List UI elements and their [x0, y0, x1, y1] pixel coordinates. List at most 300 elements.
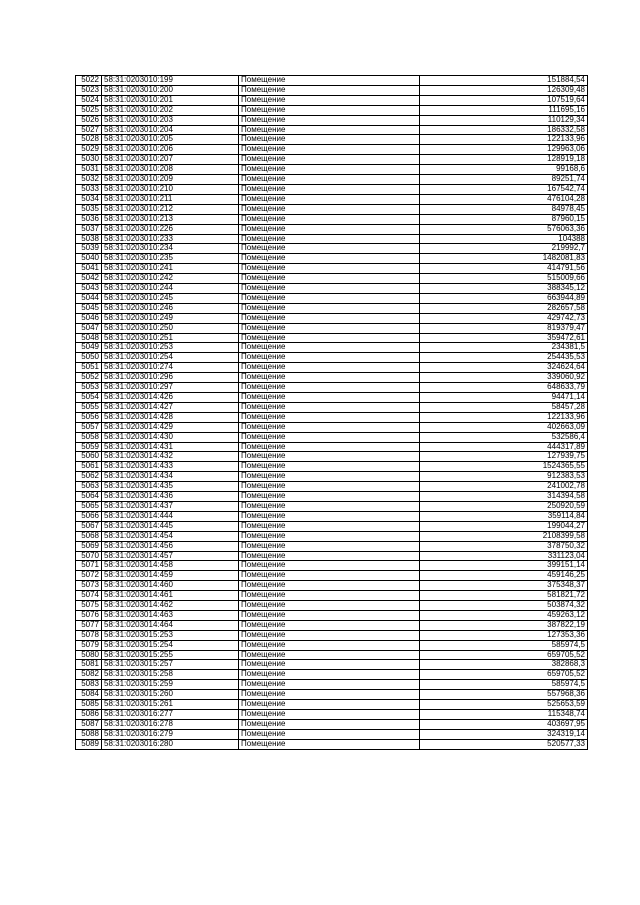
cadastral-number-cell: 58:31:0203014:463	[102, 610, 239, 620]
cadastral-number-cell: 58:31:0203015:254	[102, 640, 239, 650]
cadastral-value-cell: 557968,36	[420, 690, 588, 700]
table-row	[76, 551, 588, 561]
cadastral-number-cell: 58:31:0203010:242	[102, 274, 239, 284]
row-number-cell: 5045	[76, 303, 102, 313]
cadastral-value-cell: 402663,09	[420, 422, 588, 432]
cadastral-number-cell: 58:31:0203010:212	[102, 204, 239, 214]
row-number-cell: 5030	[76, 155, 102, 165]
row-number-cell: 5054	[76, 393, 102, 403]
cadastral-value-cell: 382868,3	[420, 660, 588, 670]
row-number-cell: 5055	[76, 402, 102, 412]
table-row	[76, 204, 588, 214]
object-type-cell: Помещение	[239, 383, 420, 393]
cadastral-number-cell: 58:31:0203010:205	[102, 135, 239, 145]
object-type-cell: Помещение	[239, 660, 420, 670]
cadastral-value-cell: 659705,52	[420, 650, 588, 660]
cadastral-number-cell: 58:31:0203010:211	[102, 194, 239, 204]
row-number-cell: 5048	[76, 333, 102, 343]
cadastral-number-cell: 58:31:0203014:437	[102, 501, 239, 511]
object-type-cell: Помещение	[239, 293, 420, 303]
object-type-cell: Помещение	[239, 115, 420, 125]
row-number-cell: 5067	[76, 521, 102, 531]
cadastral-number-cell: 58:31:0203014:428	[102, 412, 239, 422]
object-type-cell: Помещение	[239, 76, 420, 86]
cadastral-value-cell: 359114,84	[420, 511, 588, 521]
table-row	[76, 105, 588, 115]
cadastral-number-cell: 58:31:0203014:456	[102, 541, 239, 551]
table-row	[76, 135, 588, 145]
row-number-cell: 5073	[76, 581, 102, 591]
table-row	[76, 254, 588, 264]
row-number-cell: 5069	[76, 541, 102, 551]
object-type-cell: Помещение	[239, 264, 420, 274]
object-type-cell: Помещение	[239, 175, 420, 185]
cadastral-value-cell: 87960,15	[420, 214, 588, 224]
cadastral-value-cell: 122133,96	[420, 135, 588, 145]
cadastral-value-cell: 314394,58	[420, 492, 588, 502]
table-row	[76, 422, 588, 432]
cadastral-number-cell: 58:31:0203014:460	[102, 581, 239, 591]
object-type-cell: Помещение	[239, 521, 420, 531]
cadastral-value-cell: 339060,92	[420, 373, 588, 383]
object-type-cell: Помещение	[239, 561, 420, 571]
table-row	[76, 432, 588, 442]
row-number-cell: 5050	[76, 353, 102, 363]
cadastral-number-cell: 58:31:0203010:199	[102, 76, 239, 86]
object-type-cell: Помещение	[239, 145, 420, 155]
cadastral-value-cell: 127939,75	[420, 452, 588, 462]
table-row	[76, 472, 588, 482]
table-row	[76, 511, 588, 521]
cadastral-value-cell: 1524365,55	[420, 462, 588, 472]
cadastral-value-cell: 532586,4	[420, 432, 588, 442]
object-type-cell: Помещение	[239, 125, 420, 135]
table-row	[76, 670, 588, 680]
table-row	[76, 581, 588, 591]
cadastral-number-cell: 58:31:0203010:250	[102, 323, 239, 333]
cadastral-number-cell: 58:31:0203014:431	[102, 442, 239, 452]
row-number-cell: 5076	[76, 610, 102, 620]
cadastral-number-cell: 58:31:0203014:434	[102, 472, 239, 482]
object-type-cell: Помещение	[239, 511, 420, 521]
cadastral-number-cell: 58:31:0203014:433	[102, 462, 239, 472]
row-number-cell: 5042	[76, 274, 102, 284]
cadastral-value-cell: 151884,54	[420, 76, 588, 86]
cadastral-number-cell: 58:31:0203010:244	[102, 284, 239, 294]
cadastral-value-cell: 459263,12	[420, 610, 588, 620]
row-number-cell: 5053	[76, 383, 102, 393]
cadastral-value-cell: 199044,27	[420, 521, 588, 531]
object-type-cell: Помещение	[239, 432, 420, 442]
object-type-cell: Помещение	[239, 135, 420, 145]
cadastral-number-cell: 58:31:0203010:246	[102, 303, 239, 313]
table-row	[76, 175, 588, 185]
cadastral-value-cell: 186332,58	[420, 125, 588, 135]
cadastral-number-cell: 58:31:0203014:459	[102, 571, 239, 581]
table-row	[76, 85, 588, 95]
row-number-cell: 5070	[76, 551, 102, 561]
row-number-cell: 5072	[76, 571, 102, 581]
cadastral-number-cell: 58:31:0203014:430	[102, 432, 239, 442]
cadastral-value-cell: 819379,47	[420, 323, 588, 333]
table-row	[76, 264, 588, 274]
object-type-cell: Помещение	[239, 501, 420, 511]
table-body	[76, 76, 588, 750]
row-number-cell: 5061	[76, 462, 102, 472]
object-type-cell: Помещение	[239, 95, 420, 105]
row-number-cell: 5037	[76, 224, 102, 234]
cadastral-number-cell: 58:31:0203010:204	[102, 125, 239, 135]
cadastral-number-cell: 58:31:0203010:251	[102, 333, 239, 343]
cadastral-value-cell: 648633,79	[420, 383, 588, 393]
row-number-cell: 5066	[76, 511, 102, 521]
table-row	[76, 194, 588, 204]
table-row	[76, 739, 588, 749]
cadastral-number-cell: 58:31:0203014:429	[102, 422, 239, 432]
cadastral-number-cell: 58:31:0203015:259	[102, 680, 239, 690]
table-row	[76, 155, 588, 165]
cadastral-number-cell: 58:31:0203010:209	[102, 175, 239, 185]
cadastral-value-cell: 659705,52	[420, 670, 588, 680]
object-type-cell: Помещение	[239, 224, 420, 234]
row-number-cell: 5059	[76, 442, 102, 452]
table-row	[76, 501, 588, 511]
cadastral-value-cell: 1482081,83	[420, 254, 588, 264]
cadastral-number-cell: 58:31:0203016:277	[102, 710, 239, 720]
row-number-cell: 5040	[76, 254, 102, 264]
object-type-cell: Помещение	[239, 620, 420, 630]
object-type-cell: Помещение	[239, 739, 420, 749]
table-row	[76, 601, 588, 611]
object-type-cell: Помещение	[239, 581, 420, 591]
cadastral-value-cell: 99168,6	[420, 165, 588, 175]
table-row	[76, 620, 588, 630]
row-number-cell: 5079	[76, 640, 102, 650]
cadastral-value-cell: 241002,78	[420, 482, 588, 492]
cadastral-number-cell: 58:31:0203010:202	[102, 105, 239, 115]
cadastral-value-cell: 107519,64	[420, 95, 588, 105]
cadastral-value-cell: 476104,28	[420, 194, 588, 204]
object-type-cell: Помещение	[239, 719, 420, 729]
object-type-cell: Помещение	[239, 531, 420, 541]
row-number-cell: 5075	[76, 601, 102, 611]
cadastral-value-cell: 129963,06	[420, 145, 588, 155]
row-number-cell: 5025	[76, 105, 102, 115]
cadastral-value-cell: 576063,36	[420, 224, 588, 234]
cadastral-value-cell: 459146,25	[420, 571, 588, 581]
table-row	[76, 76, 588, 86]
table-row	[76, 541, 588, 551]
object-type-cell: Помещение	[239, 670, 420, 680]
cadastral-value-cell: 324624,64	[420, 363, 588, 373]
cadastral-number-cell: 58:31:0203010:274	[102, 363, 239, 373]
table-row	[76, 531, 588, 541]
table-row	[76, 492, 588, 502]
cadastral-value-cell: 94471,14	[420, 393, 588, 403]
cadastral-number-cell: 58:31:0203010:203	[102, 115, 239, 125]
table-row	[76, 284, 588, 294]
row-number-cell: 5080	[76, 650, 102, 660]
object-type-cell: Помещение	[239, 274, 420, 284]
table-row	[76, 165, 588, 175]
row-number-cell: 5029	[76, 145, 102, 155]
row-number-cell: 5038	[76, 234, 102, 244]
row-number-cell: 5033	[76, 184, 102, 194]
table-row	[76, 729, 588, 739]
row-number-cell: 5036	[76, 214, 102, 224]
object-type-cell: Помещение	[239, 234, 420, 244]
object-type-cell: Помещение	[239, 680, 420, 690]
row-number-cell: 5068	[76, 531, 102, 541]
row-number-cell: 5086	[76, 710, 102, 720]
cadastral-value-cell: 585974,5	[420, 680, 588, 690]
cadastral-number-cell: 58:31:0203010:210	[102, 184, 239, 194]
cadastral-number-cell: 58:31:0203015:258	[102, 670, 239, 680]
object-type-cell: Помещение	[239, 284, 420, 294]
object-type-cell: Помещение	[239, 254, 420, 264]
cadastral-number-cell: 58:31:0203014:457	[102, 551, 239, 561]
table-row	[76, 660, 588, 670]
cadastral-value-cell: 503874,32	[420, 601, 588, 611]
row-number-cell: 5078	[76, 630, 102, 640]
table-row	[76, 363, 588, 373]
object-type-cell: Помещение	[239, 492, 420, 502]
table-row	[76, 353, 588, 363]
cadastral-value-cell: 581821,72	[420, 591, 588, 601]
cadastral-value-cell: 111695,16	[420, 105, 588, 115]
table-row	[76, 125, 588, 135]
object-type-cell: Помещение	[239, 303, 420, 313]
cadastral-number-cell: 58:31:0203015:261	[102, 700, 239, 710]
cadastral-value-cell: 520577,33	[420, 739, 588, 749]
object-type-cell: Помещение	[239, 393, 420, 403]
row-number-cell: 5027	[76, 125, 102, 135]
cadastral-value-cell: 127353,36	[420, 630, 588, 640]
table-row	[76, 650, 588, 660]
row-number-cell: 5074	[76, 591, 102, 601]
cadastral-number-cell: 58:31:0203014:435	[102, 482, 239, 492]
table-row	[76, 719, 588, 729]
cadastral-value-cell: 403697,95	[420, 719, 588, 729]
cadastral-value-cell: 58457,28	[420, 402, 588, 412]
object-type-cell: Помещение	[239, 402, 420, 412]
cadastral-value-cell: 359472,61	[420, 333, 588, 343]
object-type-cell: Помещение	[239, 194, 420, 204]
table-row	[76, 442, 588, 452]
row-number-cell: 5071	[76, 561, 102, 571]
object-type-cell: Помещение	[239, 204, 420, 214]
row-number-cell: 5088	[76, 729, 102, 739]
table-row	[76, 610, 588, 620]
cadastral-number-cell: 58:31:0203010:206	[102, 145, 239, 155]
cadastral-value-cell: 331123,04	[420, 551, 588, 561]
row-number-cell: 5023	[76, 85, 102, 95]
cadastral-value-cell: 515009,66	[420, 274, 588, 284]
table-row	[76, 521, 588, 531]
object-type-cell: Помещение	[239, 412, 420, 422]
table-row	[76, 402, 588, 412]
table-row	[76, 224, 588, 234]
object-type-cell: Помещение	[239, 105, 420, 115]
table-row	[76, 343, 588, 353]
cadastral-number-cell: 58:31:0203010:201	[102, 95, 239, 105]
row-number-cell: 5032	[76, 175, 102, 185]
row-number-cell: 5031	[76, 165, 102, 175]
table-row	[76, 313, 588, 323]
table-row	[76, 234, 588, 244]
row-number-cell: 5047	[76, 323, 102, 333]
cadastral-value-cell: 234381,5	[420, 343, 588, 353]
row-number-cell: 5084	[76, 690, 102, 700]
table-row	[76, 214, 588, 224]
table-row	[76, 452, 588, 462]
object-type-cell: Помещение	[239, 313, 420, 323]
cadastral-value-cell: 2108399,58	[420, 531, 588, 541]
table-row	[76, 293, 588, 303]
cadastral-value-cell: 84978,45	[420, 204, 588, 214]
cadastral-number-cell: 58:31:0203016:280	[102, 739, 239, 749]
cadastral-number-cell: 58:31:0203014:432	[102, 452, 239, 462]
cadastral-number-cell: 58:31:0203014:444	[102, 511, 239, 521]
cadastral-number-cell: 58:31:0203010:233	[102, 234, 239, 244]
table-row	[76, 145, 588, 155]
table-row	[76, 571, 588, 581]
cadastral-number-cell: 58:31:0203016:278	[102, 719, 239, 729]
object-type-cell: Помещение	[239, 214, 420, 224]
cadastral-value-cell: 399151,14	[420, 561, 588, 571]
row-number-cell: 5063	[76, 482, 102, 492]
cadastral-value-cell: 250920,59	[420, 501, 588, 511]
object-type-cell: Помещение	[239, 482, 420, 492]
cadastral-number-cell: 58:31:0203015:260	[102, 690, 239, 700]
object-type-cell: Помещение	[239, 165, 420, 175]
object-type-cell: Помещение	[239, 353, 420, 363]
object-type-cell: Помещение	[239, 710, 420, 720]
cadastral-number-cell: 58:31:0203010:241	[102, 264, 239, 274]
table-row	[76, 412, 588, 422]
cadastral-table	[75, 75, 588, 750]
cadastral-number-cell: 58:31:0203014:461	[102, 591, 239, 601]
object-type-cell: Помещение	[239, 690, 420, 700]
row-number-cell: 5077	[76, 620, 102, 630]
cadastral-value-cell: 110129,34	[420, 115, 588, 125]
table-row	[76, 115, 588, 125]
table-row	[76, 333, 588, 343]
row-number-cell: 5044	[76, 293, 102, 303]
table-row	[76, 462, 588, 472]
row-number-cell: 5087	[76, 719, 102, 729]
cadastral-number-cell: 58:31:0203010:296	[102, 373, 239, 383]
row-number-cell: 5026	[76, 115, 102, 125]
object-type-cell: Помещение	[239, 571, 420, 581]
row-number-cell: 5085	[76, 700, 102, 710]
cadastral-number-cell: 58:31:0203014:436	[102, 492, 239, 502]
row-number-cell: 5082	[76, 670, 102, 680]
object-type-cell: Помещение	[239, 184, 420, 194]
cadastral-number-cell: 58:31:0203014:462	[102, 601, 239, 611]
object-type-cell: Помещение	[239, 85, 420, 95]
table-row	[76, 710, 588, 720]
cadastral-value-cell: 525653,59	[420, 700, 588, 710]
cadastral-number-cell: 58:31:0203014:427	[102, 402, 239, 412]
document-page	[75, 75, 588, 750]
row-number-cell: 5049	[76, 343, 102, 353]
row-number-cell: 5022	[76, 76, 102, 86]
row-number-cell: 5039	[76, 244, 102, 254]
row-number-cell: 5065	[76, 501, 102, 511]
cadastral-number-cell: 58:31:0203015:255	[102, 650, 239, 660]
row-number-cell: 5083	[76, 680, 102, 690]
row-number-cell: 5046	[76, 313, 102, 323]
object-type-cell: Помещение	[239, 601, 420, 611]
cadastral-number-cell: 58:31:0203015:257	[102, 660, 239, 670]
object-type-cell: Помещение	[239, 452, 420, 462]
object-type-cell: Помещение	[239, 541, 420, 551]
table-row	[76, 561, 588, 571]
cadastral-number-cell: 58:31:0203014:445	[102, 521, 239, 531]
object-type-cell: Помещение	[239, 472, 420, 482]
table-row	[76, 383, 588, 393]
cadastral-number-cell: 58:31:0203010:234	[102, 244, 239, 254]
row-number-cell: 5052	[76, 373, 102, 383]
cadastral-value-cell: 219992,7	[420, 244, 588, 254]
table-row	[76, 680, 588, 690]
cadastral-value-cell: 388345,12	[420, 284, 588, 294]
cadastral-number-cell: 58:31:0203010:213	[102, 214, 239, 224]
row-number-cell: 5028	[76, 135, 102, 145]
table-row	[76, 274, 588, 284]
cadastral-value-cell: 122133,96	[420, 412, 588, 422]
table-row	[76, 482, 588, 492]
object-type-cell: Помещение	[239, 630, 420, 640]
row-number-cell: 5043	[76, 284, 102, 294]
object-type-cell: Помещение	[239, 729, 420, 739]
cadastral-value-cell: 387822,19	[420, 620, 588, 630]
cadastral-number-cell: 58:31:0203010:226	[102, 224, 239, 234]
cadastral-value-cell: 414791,56	[420, 264, 588, 274]
cadastral-value-cell: 429742,73	[420, 313, 588, 323]
cadastral-number-cell: 58:31:0203015:253	[102, 630, 239, 640]
row-number-cell: 5051	[76, 363, 102, 373]
cadastral-number-cell: 58:31:0203010:297	[102, 383, 239, 393]
row-number-cell: 5057	[76, 422, 102, 432]
cadastral-value-cell: 128919,18	[420, 155, 588, 165]
cadastral-number-cell: 58:31:0203010:200	[102, 85, 239, 95]
table-row	[76, 323, 588, 333]
cadastral-number-cell: 58:31:0203014:454	[102, 531, 239, 541]
object-type-cell: Помещение	[239, 363, 420, 373]
object-type-cell: Помещение	[239, 155, 420, 165]
cadastral-number-cell: 58:31:0203010:208	[102, 165, 239, 175]
row-number-cell: 5081	[76, 660, 102, 670]
cadastral-number-cell: 58:31:0203014:426	[102, 393, 239, 403]
cadastral-value-cell: 585974,5	[420, 640, 588, 650]
object-type-cell: Помещение	[239, 650, 420, 660]
cadastral-value-cell: 254435,53	[420, 353, 588, 363]
object-type-cell: Помещение	[239, 551, 420, 561]
object-type-cell: Помещение	[239, 591, 420, 601]
table-row	[76, 184, 588, 194]
table-row	[76, 591, 588, 601]
object-type-cell: Помещение	[239, 700, 420, 710]
table-row	[76, 690, 588, 700]
row-number-cell: 5089	[76, 739, 102, 749]
cadastral-number-cell: 58:31:0203014:458	[102, 561, 239, 571]
table-row	[76, 373, 588, 383]
table-row	[76, 303, 588, 313]
cadastral-number-cell: 58:31:0203010:254	[102, 353, 239, 363]
cadastral-value-cell: 378750,32	[420, 541, 588, 551]
